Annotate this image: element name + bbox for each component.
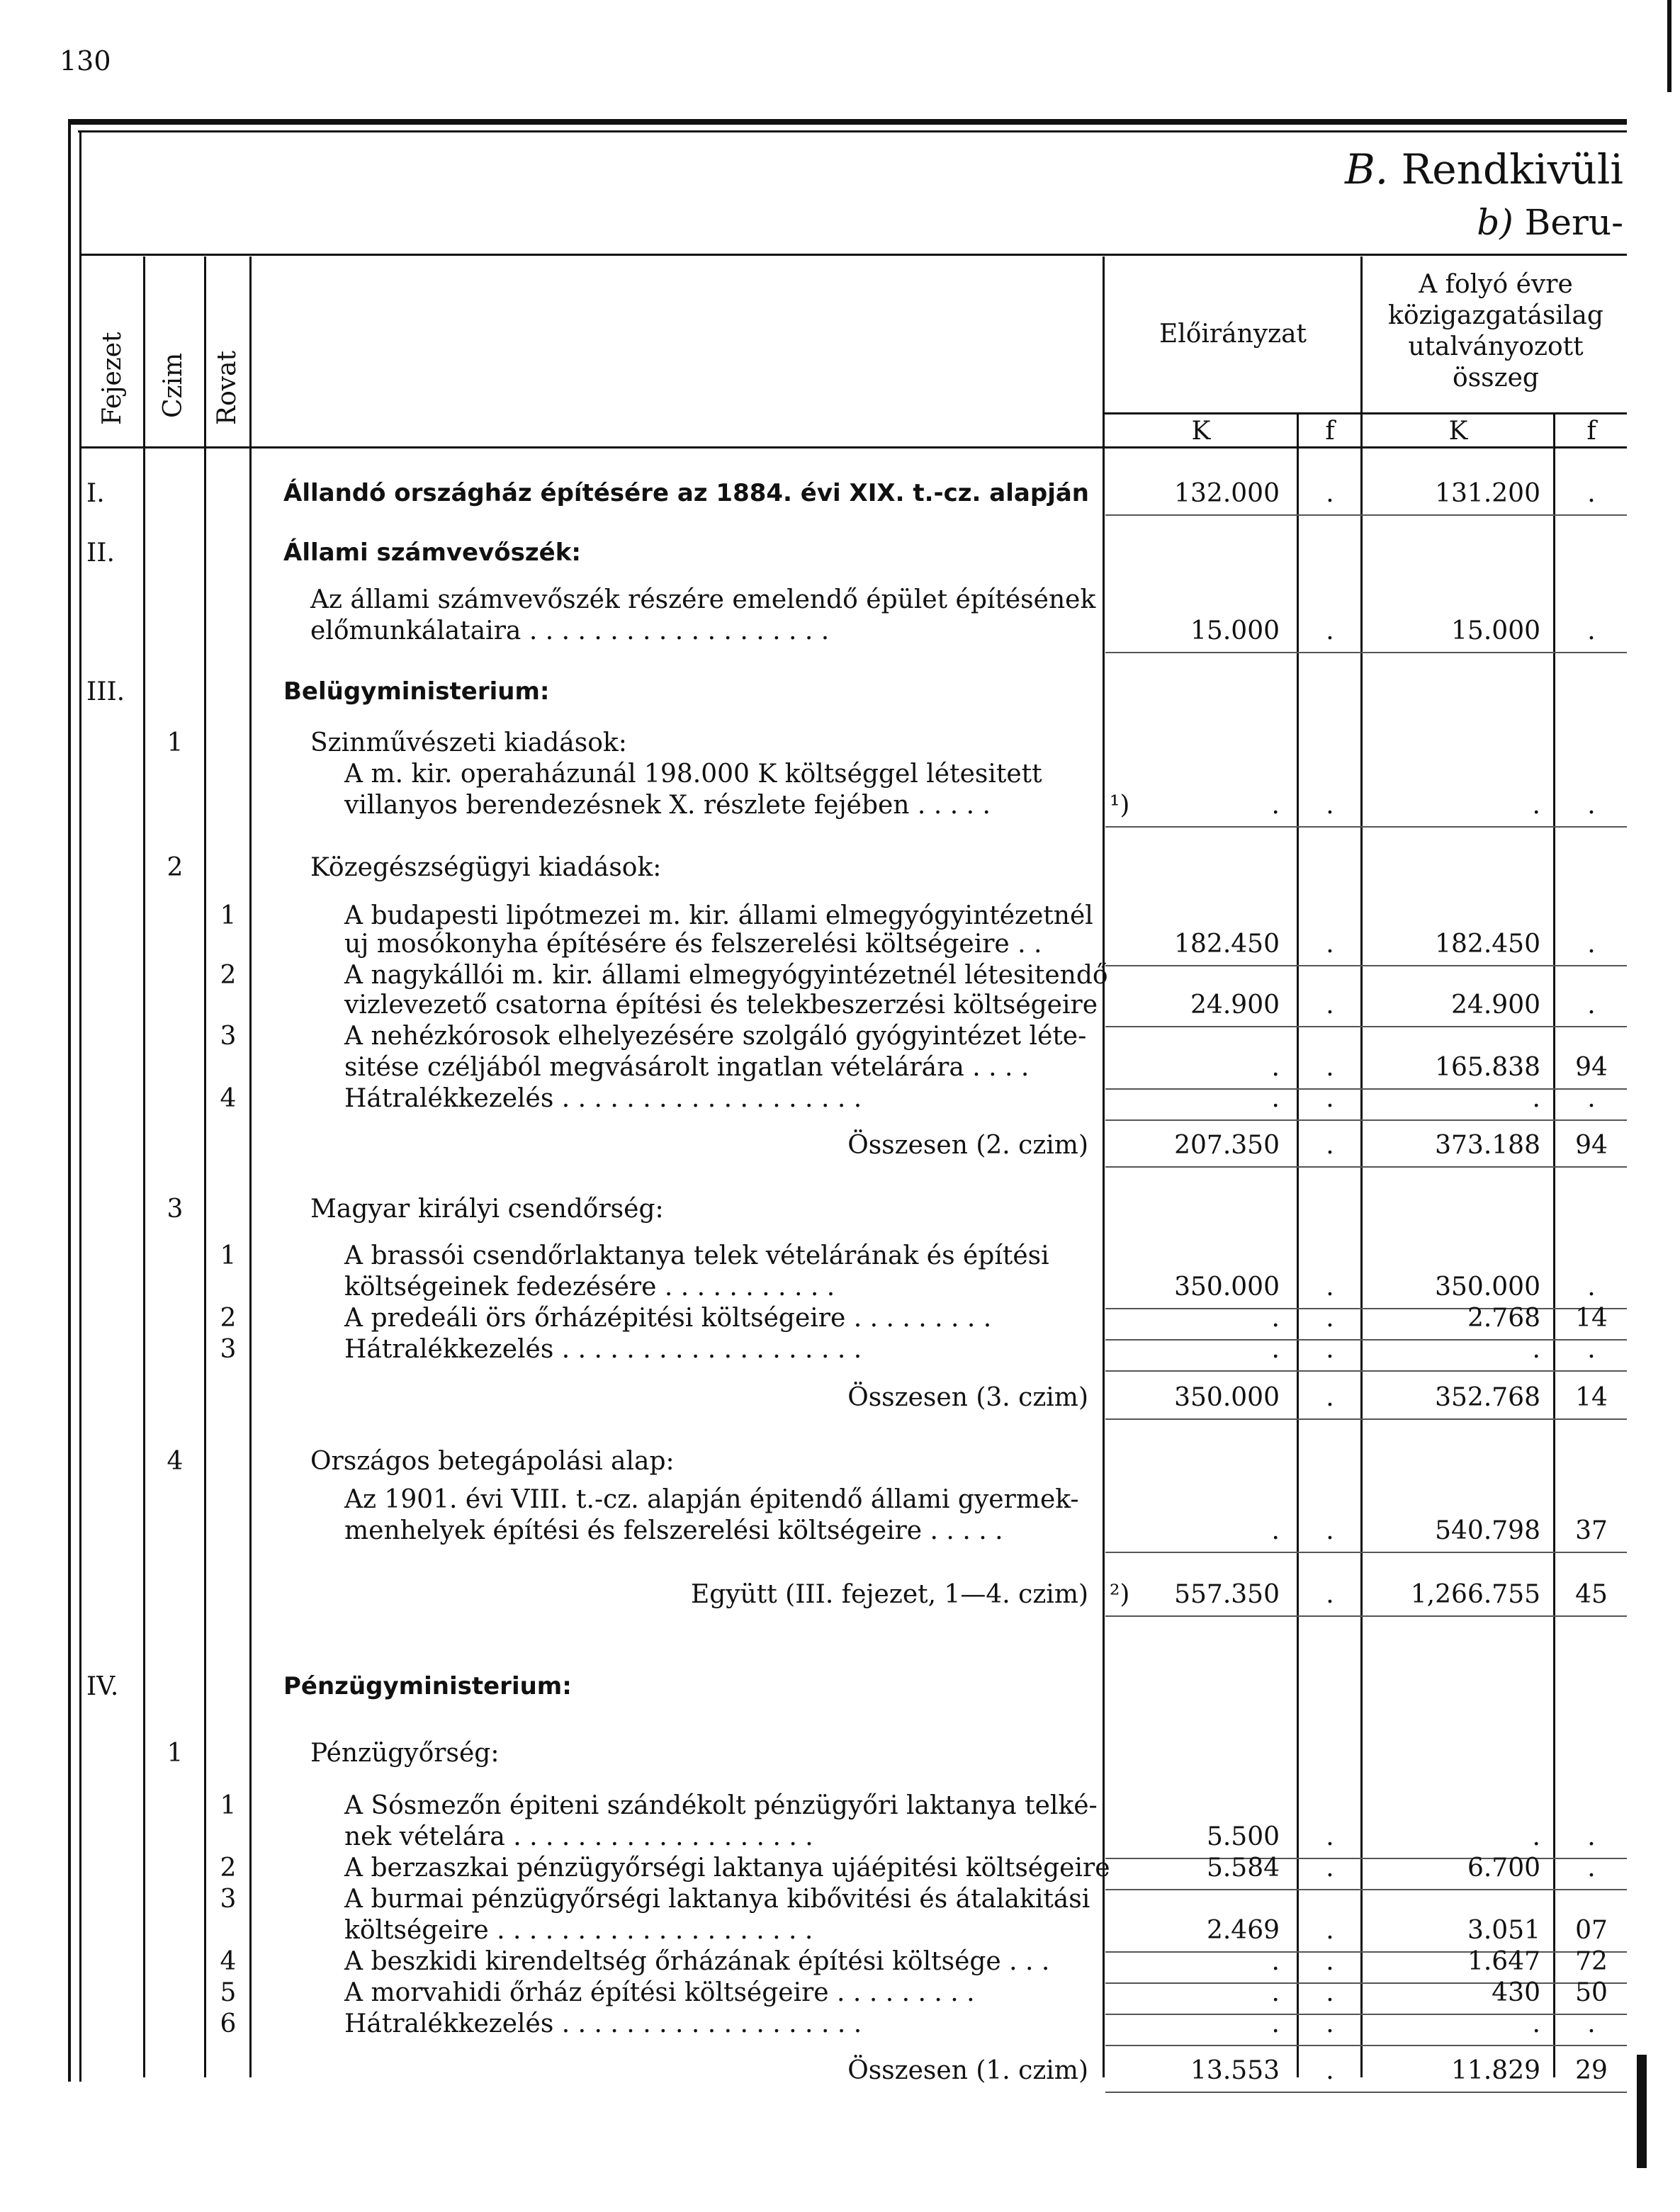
row-text: Szinművészeti kiadások:	[310, 728, 627, 757]
row-k2: 11.829	[1451, 2056, 1540, 2085]
row-fejezet: II.	[86, 538, 115, 568]
row-total-label: Összesen (3. czim)	[847, 1383, 1088, 1412]
row-f2: 14	[1575, 1383, 1608, 1412]
row-total-label: Együtt (III. fejezet, 1—4. czim)	[690, 1580, 1088, 1609]
unit-f1: f	[1325, 417, 1335, 446]
row-f1: .	[1326, 1916, 1334, 1945]
row-footnote-ref: ¹)	[1110, 791, 1130, 820]
corner-mark	[1667, 0, 1671, 92]
row-f2: 94	[1575, 1053, 1608, 1082]
row-k1: .	[1271, 2009, 1280, 2038]
row-text: Állandó országház építésére az 1884. évi XIX. t.-cz. alapján	[283, 479, 1089, 507]
row-k2: 182.450	[1435, 930, 1540, 959]
col-header-eloiranyzat: Előirányzat	[1158, 320, 1307, 349]
row-k2: .	[1532, 1822, 1540, 1851]
row-underline	[1105, 1552, 1627, 1553]
row-rovat: 4	[220, 1947, 237, 1976]
row-text: előmunkálataira . . . . . . . . . . . . . . . . . . .	[310, 616, 830, 645]
row-k1: 132.000	[1174, 479, 1280, 508]
row-f1: .	[1326, 991, 1334, 1020]
row-f2: 29	[1575, 2056, 1608, 2085]
row-text: uj mosókonyha építésére és felszerelési költségeire . .	[344, 930, 1042, 959]
row-f1: .	[1326, 1853, 1334, 1883]
row-k1: 350.000	[1174, 1273, 1280, 1302]
row-czim: 2	[167, 853, 184, 882]
row-f1: .	[1326, 1516, 1334, 1545]
row-f1: .	[1326, 2009, 1334, 2038]
row-f1: .	[1326, 1822, 1334, 1851]
row-k2: 6.700	[1467, 1853, 1540, 1883]
row-rovat: 6	[220, 2009, 237, 2038]
row-underline	[1105, 1026, 1627, 1027]
row-f2: 72	[1575, 1947, 1608, 1976]
row-k2: 350.000	[1435, 1273, 1540, 1302]
row-underline	[1105, 1615, 1627, 1617]
row-f1: .	[1326, 1335, 1334, 1364]
row-f2: .	[1587, 991, 1596, 1020]
row-rovat: 3	[220, 1885, 237, 1914]
row-k1: 5.500	[1206, 1822, 1280, 1851]
row-f2: .	[1587, 1273, 1596, 1302]
row-underline	[1105, 826, 1627, 828]
col-divider-czim	[204, 256, 206, 2077]
row-k2: 1.647	[1467, 1947, 1540, 1976]
row-f1: .	[1326, 1580, 1334, 1609]
row-f2: .	[1587, 1853, 1596, 1883]
row-rovat: 4	[220, 1084, 237, 1113]
row-k1: 24.900	[1190, 991, 1280, 1020]
col-divider-k1	[1297, 412, 1299, 2077]
row-f1: .	[1326, 1978, 1334, 2007]
row-k1: 182.450	[1174, 930, 1280, 959]
row-k1: .	[1271, 1978, 1280, 2007]
row-f1: .	[1326, 616, 1334, 645]
unit-k2: K	[1448, 417, 1468, 446]
row-text: költségeinek fedezésére . . . . . . . . . . .	[344, 1273, 835, 1302]
row-f1: .	[1326, 1131, 1334, 1160]
row-f2: .	[1587, 1335, 1596, 1364]
row-total-label: Összesen (1. czim)	[847, 2056, 1088, 2085]
row-f2: 45	[1575, 1580, 1608, 1609]
col-header-folyo-evre: A folyó évre közigazgatásilag utalványozott összeg	[1388, 270, 1603, 393]
row-k2: .	[1532, 1084, 1540, 1113]
row-k2: 540.798	[1435, 1516, 1540, 1545]
row-underline	[1105, 2092, 1627, 2093]
row-k1: .	[1271, 1304, 1280, 1333]
col-divider-k2	[1553, 412, 1555, 2077]
row-text: Állami számvevőszék:	[283, 538, 581, 567]
row-text: Pénzügyőrség:	[310, 1739, 500, 1768]
row-k2: 373.188	[1435, 1131, 1540, 1160]
row-text: A nehézkórosok elhelyezésére szolgáló gyógyintézet léte-	[344, 1022, 1087, 1051]
row-k1: 5.584	[1206, 1853, 1280, 1883]
row-czim: 4	[167, 1447, 184, 1476]
row-k1: 15.000	[1190, 616, 1280, 645]
row-czim: 3	[167, 1195, 184, 1224]
row-underline	[1105, 1166, 1627, 1168]
row-underline	[1105, 965, 1627, 966]
row-text: Hátralékkezelés . . . . . . . . . . . . . . . . . . .	[344, 2009, 862, 2038]
row-rovat: 2	[220, 1304, 237, 1333]
row-text: A m. kir. operaházunál 198.000 K költséggel létesitett	[344, 760, 1042, 789]
row-rovat: 1	[220, 901, 237, 930]
col-divider-rovat	[249, 256, 252, 2077]
row-text: Hátralékkezelés . . . . . . . . . . . . . . . . . . .	[344, 1084, 862, 1113]
top-rule	[68, 119, 1627, 125]
col-header-czim: Czim	[159, 352, 188, 418]
row-rovat: 2	[220, 961, 237, 990]
row-k1: 13.553	[1190, 2056, 1280, 2085]
row-underline	[1105, 1119, 1627, 1121]
row-f2: 50	[1575, 1978, 1608, 2007]
row-rovat: 1	[220, 1791, 237, 1820]
row-text: Országos betegápolási alap:	[310, 1447, 675, 1476]
row-f1: .	[1326, 479, 1334, 508]
row-czim: 1	[167, 728, 184, 757]
row-text: költségeire . . . . . . . . . . . . . . . . . . . .	[344, 1916, 813, 1945]
row-total-label: Összesen (2. czim)	[847, 1131, 1088, 1160]
row-k2: 352.768	[1435, 1383, 1540, 1412]
frame-left-inner	[79, 130, 81, 2082]
unit-f2: f	[1586, 417, 1596, 446]
row-k2: 24.900	[1451, 991, 1540, 1020]
row-underline	[1105, 1370, 1627, 1372]
row-underline	[1105, 2045, 1627, 2046]
row-f2: 94	[1575, 1131, 1608, 1160]
row-f2: .	[1587, 930, 1596, 959]
row-text: Az 1901. évi VIII. t.-cz. alapján épitendő állami gyermek-	[344, 1485, 1079, 1514]
row-k1: 557.350	[1174, 1580, 1280, 1609]
row-k1: .	[1271, 1084, 1280, 1113]
section-subtitle: b) Beru-	[1477, 202, 1623, 243]
row-text: Hátralékkezelés . . . . . . . . . . . . . . . . . . .	[344, 1335, 862, 1364]
row-f2: 07	[1575, 1916, 1608, 1945]
col-divider-text	[1103, 256, 1105, 2077]
row-k1: .	[1271, 1335, 1280, 1364]
row-k2: 1,266.755	[1410, 1580, 1540, 1609]
row-f1: .	[1326, 1084, 1334, 1113]
row-k2: 131.200	[1435, 479, 1540, 508]
row-text: A berzaszkai pénzügyőrségi laktanya ujáépitési költségeire	[344, 1853, 1110, 1883]
row-k2: 430	[1492, 1978, 1540, 2007]
row-f1: .	[1326, 1273, 1334, 1302]
row-f1: .	[1326, 930, 1334, 959]
row-f1: .	[1326, 1304, 1334, 1333]
row-k2: 15.000	[1451, 616, 1540, 645]
row-text: Közegészségügyi kiadások:	[310, 853, 662, 882]
row-k1: .	[1271, 1947, 1280, 1976]
row-k1: 350.000	[1174, 1383, 1280, 1412]
row-rovat: 2	[220, 1853, 237, 1883]
row-k1: .	[1271, 1053, 1280, 1082]
row-f1: .	[1326, 1383, 1334, 1412]
row-rovat: 3	[220, 1022, 237, 1051]
table-header-top-rule	[79, 254, 1627, 256]
row-f2: .	[1587, 1822, 1596, 1851]
row-k1: .	[1271, 791, 1280, 820]
binding-mark	[1637, 2055, 1647, 2168]
row-k2: .	[1532, 2009, 1540, 2038]
row-text: A beszkidi kirendeltség őrházának építési költsége . . .	[344, 1947, 1050, 1976]
row-f2: .	[1587, 1084, 1596, 1113]
row-k2: 3.051	[1467, 1916, 1540, 1945]
row-fejezet: I.	[86, 479, 105, 508]
row-text: Belügyministerium:	[283, 677, 550, 706]
row-text: A predeáli örs őrházépitési költségeire . . . . . . . . .	[344, 1304, 992, 1333]
row-text: sitése czéljából megvásárolt ingatlan vételárára . . . .	[344, 1053, 1030, 1082]
row-text: A burmai pénzügyőrségi laktanya kibővitési és átalakitási	[344, 1885, 1090, 1914]
row-text: Magyar királyi csendőrség:	[310, 1195, 664, 1224]
row-underline	[1105, 1889, 1627, 1890]
row-f2: .	[1587, 791, 1596, 820]
row-rovat: 1	[220, 1241, 237, 1270]
row-text: Az állami számvevőszék részére emelendő épület építésének	[310, 585, 1096, 614]
row-footnote-ref: ²)	[1110, 1580, 1130, 1609]
row-text: Pénzügyministerium:	[283, 1672, 572, 1700]
row-f1: .	[1326, 2056, 1334, 2085]
row-f2: 14	[1575, 1304, 1608, 1333]
unit-rule	[1104, 412, 1627, 414]
row-f2: .	[1587, 616, 1596, 645]
row-k1: 207.350	[1174, 1131, 1280, 1160]
row-k2: 2.768	[1467, 1304, 1540, 1333]
row-rovat: 3	[220, 1335, 237, 1364]
row-text: A nagykállói m. kir. állami elmegyógyintézetnél létesitendő	[344, 961, 1108, 990]
frame-left	[68, 119, 71, 2082]
row-text: A morvahidi őrház építési költségeire . . . . . . . . .	[344, 1978, 975, 2007]
top-rule-inner	[78, 130, 1627, 132]
row-f1: .	[1326, 791, 1334, 820]
row-f1: .	[1326, 1947, 1334, 1976]
section-title: B. Rendkivüli	[1345, 145, 1623, 193]
table-header-bottom-rule	[79, 446, 1627, 448]
row-underline	[1105, 652, 1627, 653]
col-header-fejezet: Fejezet	[98, 332, 127, 425]
page-number: 130	[60, 45, 111, 77]
row-rovat: 5	[220, 1978, 237, 2007]
row-f2: .	[1587, 2009, 1596, 2038]
unit-k1: K	[1191, 417, 1211, 446]
row-text: nek vételára . . . . . . . . . . . . . . . . . . .	[344, 1822, 813, 1851]
col-divider-fejezet	[143, 256, 145, 2077]
row-k2: .	[1532, 791, 1540, 820]
col-header-rovat: Rovat	[213, 350, 242, 425]
row-k1: .	[1271, 1516, 1280, 1545]
row-fejezet: III.	[86, 677, 125, 706]
row-text: vizlevezető csatorna építési és telekbeszerzési költségeire	[344, 991, 1098, 1020]
row-f2: 37	[1575, 1516, 1608, 1545]
row-text: A budapesti lipótmezei m. kir. állami elmegyógyintézetnél	[344, 901, 1093, 930]
row-czim: 1	[167, 1739, 184, 1768]
row-text: menhelyek építési és felszerelési költségeire . . . . .	[344, 1516, 1003, 1545]
row-k2: 165.838	[1435, 1053, 1540, 1082]
row-text: A brassói csendőrlaktanya telek vételárának és építési	[344, 1241, 1049, 1270]
row-underline	[1105, 1418, 1627, 1420]
row-f1: .	[1326, 1053, 1334, 1082]
row-text: villanyos berendezésnek X. részlete fejében . . . . .	[344, 791, 991, 820]
row-k2: .	[1532, 1335, 1540, 1364]
row-fejezet: IV.	[86, 1672, 119, 1701]
row-underline	[1105, 514, 1627, 516]
row-f2: .	[1587, 479, 1596, 508]
row-text: A Sósmezőn épiteni szándékolt pénzügyőri laktanya telké-	[344, 1791, 1098, 1820]
row-k1: 2.469	[1206, 1916, 1280, 1945]
